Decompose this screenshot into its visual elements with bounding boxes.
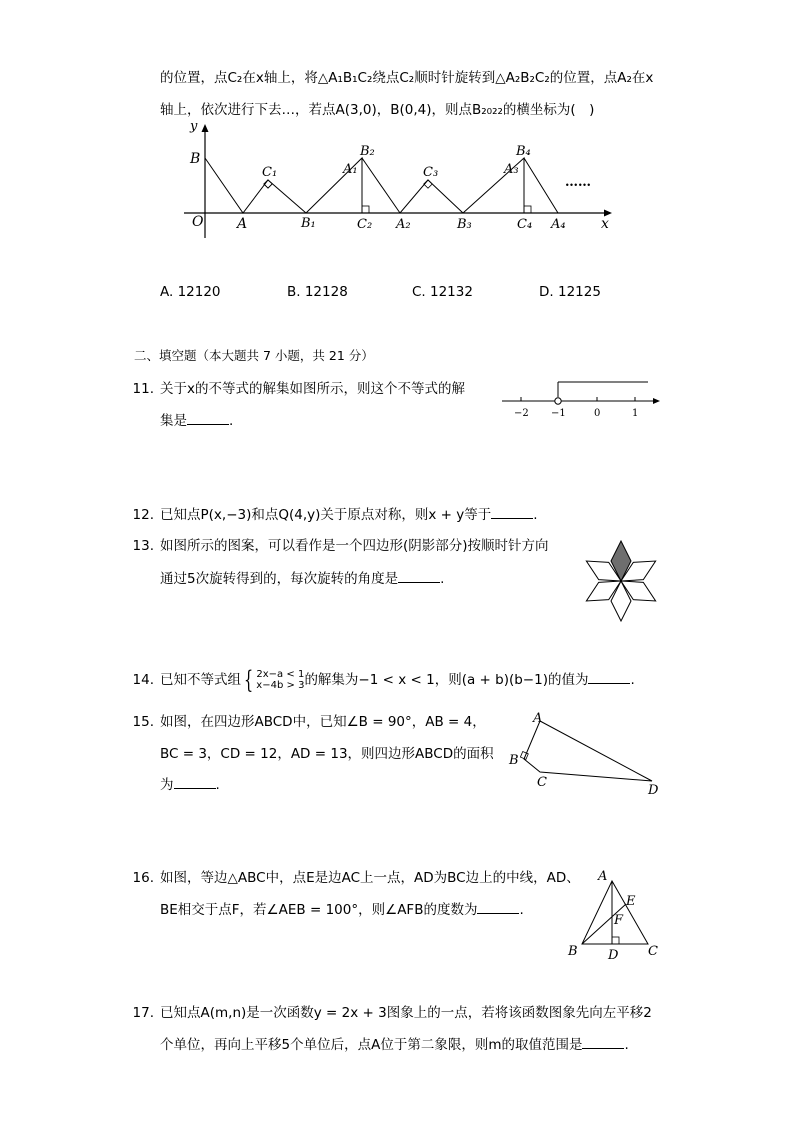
q17-text2: 个单位，再向上平移5个单位后，点A位于第二象限，则m的取值范围是 (160, 1037, 583, 1053)
q11-number-line (498, 376, 668, 418)
q16-line1 (132, 866, 580, 886)
q14-row2-val: 3 (298, 680, 305, 691)
q13-line1 (132, 534, 549, 554)
q13-star-figure (580, 534, 662, 628)
q12-text: 已知点P(x,−3)和点Q(4,y)关于原点对称，则x + y等于 (160, 507, 492, 523)
q16-answer-blank[interactable] (477, 901, 519, 914)
q10-line1: 的位置，点C₂在x轴上，将△A₁B₁C₂绕点C₂顺时针旋转到△A₂B₂C₂的位置，点A₂在x (160, 70, 654, 86)
q17-number: 17. (132, 1005, 154, 1021)
q15-line1 (132, 710, 486, 730)
q12-number: 12. (132, 507, 154, 523)
q15-text1: 如图，在四边形ABCD中，已知∠B = 90°，AB = 4， (160, 714, 486, 730)
graph-label-A: A (237, 216, 248, 232)
q11-text2-end: . (229, 413, 234, 429)
q17-answer-blank[interactable] (582, 1036, 624, 1049)
q15-line2: BC = 3，CD = 12，AD = 13，则四边形ABCD的面积 (160, 746, 494, 762)
graph-label-B: B (190, 151, 201, 167)
tick-label: 1 (632, 408, 639, 418)
graph-label-x: x (601, 216, 609, 232)
option-b[interactable]: B. 12128 (287, 284, 348, 300)
q16-label-A: A (598, 869, 608, 884)
q16-line2 (160, 898, 524, 918)
graph-label-C4: C₄ (517, 217, 533, 232)
q15-text3-end: . (215, 777, 220, 793)
q12 (132, 503, 538, 523)
q11-line1 (132, 377, 465, 397)
section-title: 二、填空题（本大题共 7 小题，共 21 分） (134, 348, 374, 363)
q11-answer-blank[interactable] (187, 412, 229, 425)
q13-answer-blank[interactable] (398, 570, 440, 583)
graph-label-A1: A₁ (343, 162, 358, 177)
q17-text1: 已知点A(m,n)是一次函数y = 2x + 3图象上的一点，若将该函数图象先向左平移2 (160, 1005, 652, 1021)
q16-label-C: C (648, 944, 658, 959)
q14 (132, 666, 635, 694)
graph-label-B2: B₂ (360, 144, 375, 159)
graph-label-C2: C₂ (357, 217, 373, 232)
option-c[interactable]: C. 12132 (412, 284, 473, 300)
graph-label-dots: …… (565, 175, 591, 190)
q13-number: 13. (132, 538, 154, 554)
q10-graph (180, 118, 620, 238)
q13-text1: 如图所示的图案，可以看作是一个四边形(阴影部分)按顺时针方向 (160, 538, 549, 554)
graph-label-C3: C₃ (423, 165, 439, 180)
graph-label-C1: C₁ (262, 165, 278, 180)
q15-line3 (160, 773, 220, 793)
q14-row2-expr: x−4b (256, 680, 284, 691)
q14-system (256, 669, 304, 691)
q15-text3: 为 (160, 777, 174, 793)
q12-answer-blank[interactable] (491, 506, 533, 519)
q11-text2: 集是 (160, 413, 187, 429)
q15-label-C: C (537, 775, 547, 790)
tick-label: −2 (514, 408, 529, 418)
q14-text-pre: 已知不等式组 (160, 672, 241, 688)
option-d[interactable]: D. 12125 (539, 284, 601, 300)
q15-number: 15. (132, 714, 154, 730)
q14-text-end: . (630, 672, 635, 688)
q16-text2-end: . (519, 902, 524, 918)
q16-text1: 如图，等边△ABC中，点E是边AC上一点，AD为BC边上的中线，AD、 (160, 870, 580, 886)
tick-label: 0 (594, 408, 601, 418)
graph-label-B4: B₄ (516, 144, 531, 159)
q14-text-post: 的解集为−1 < x < 1，则(a + b)(b−1)的值为 (304, 672, 589, 688)
option-a[interactable]: A. 12120 (160, 284, 221, 300)
q16-label-F: F (614, 913, 624, 928)
q11-text1: 关于x的不等式的解集如图所示，则这个不等式的解 (160, 381, 465, 397)
q14-answer-blank[interactable] (588, 671, 630, 684)
q11-line2 (160, 409, 233, 429)
q12-text-end: . (533, 507, 538, 523)
q17-line2 (160, 1033, 629, 1053)
q13-text2: 通过5次旋转得到的，每次旋转的角度是 (160, 571, 399, 587)
q15-label-D: D (648, 783, 659, 798)
q16-label-E: E (626, 894, 636, 909)
graph-label-A3: A₃ (504, 162, 519, 177)
q14-row1-val: 1 (297, 669, 305, 680)
q17-line1 (132, 1001, 652, 1021)
q16-number: 16. (132, 870, 154, 886)
q14-row2-op: > (286, 680, 295, 691)
q13-text2-end: . (440, 571, 445, 587)
q15-quadrilateral (502, 706, 667, 798)
graph-label-y: y (190, 119, 198, 134)
q16-label-B: B (568, 944, 578, 959)
q15-label-B: B (509, 753, 519, 768)
q10-line2: 轴上，依次进行下去…，若点A(3,0)，B(0,4)，则点B₂₀₂₂的横坐标为( ) (160, 102, 595, 118)
q16-triangle (562, 866, 667, 964)
q14-number: 14. (132, 672, 154, 688)
brace-symbol: { (244, 666, 254, 694)
graph-label-B3: B₃ (457, 217, 472, 232)
q13-line2 (160, 567, 444, 587)
graph-label-A2: A₂ (396, 217, 411, 232)
q15-answer-blank[interactable] (174, 776, 216, 789)
q15-label-A: A (533, 711, 543, 726)
q16-text2: BE相交于点F，若∠AEB = 100°，则∠AFB的度数为 (160, 902, 478, 918)
graph-label-O: O (192, 214, 204, 230)
q14-row1-op: < (286, 669, 295, 680)
graph-label-A4: A₄ (551, 217, 566, 232)
tick-label: −1 (551, 408, 566, 418)
q14-row1-expr: 2x−a (256, 669, 284, 680)
graph-label-B1: B₁ (301, 216, 316, 231)
q17-text2-end: . (624, 1037, 629, 1053)
q11-number: 11. (132, 381, 154, 397)
q16-label-D: D (608, 948, 619, 963)
